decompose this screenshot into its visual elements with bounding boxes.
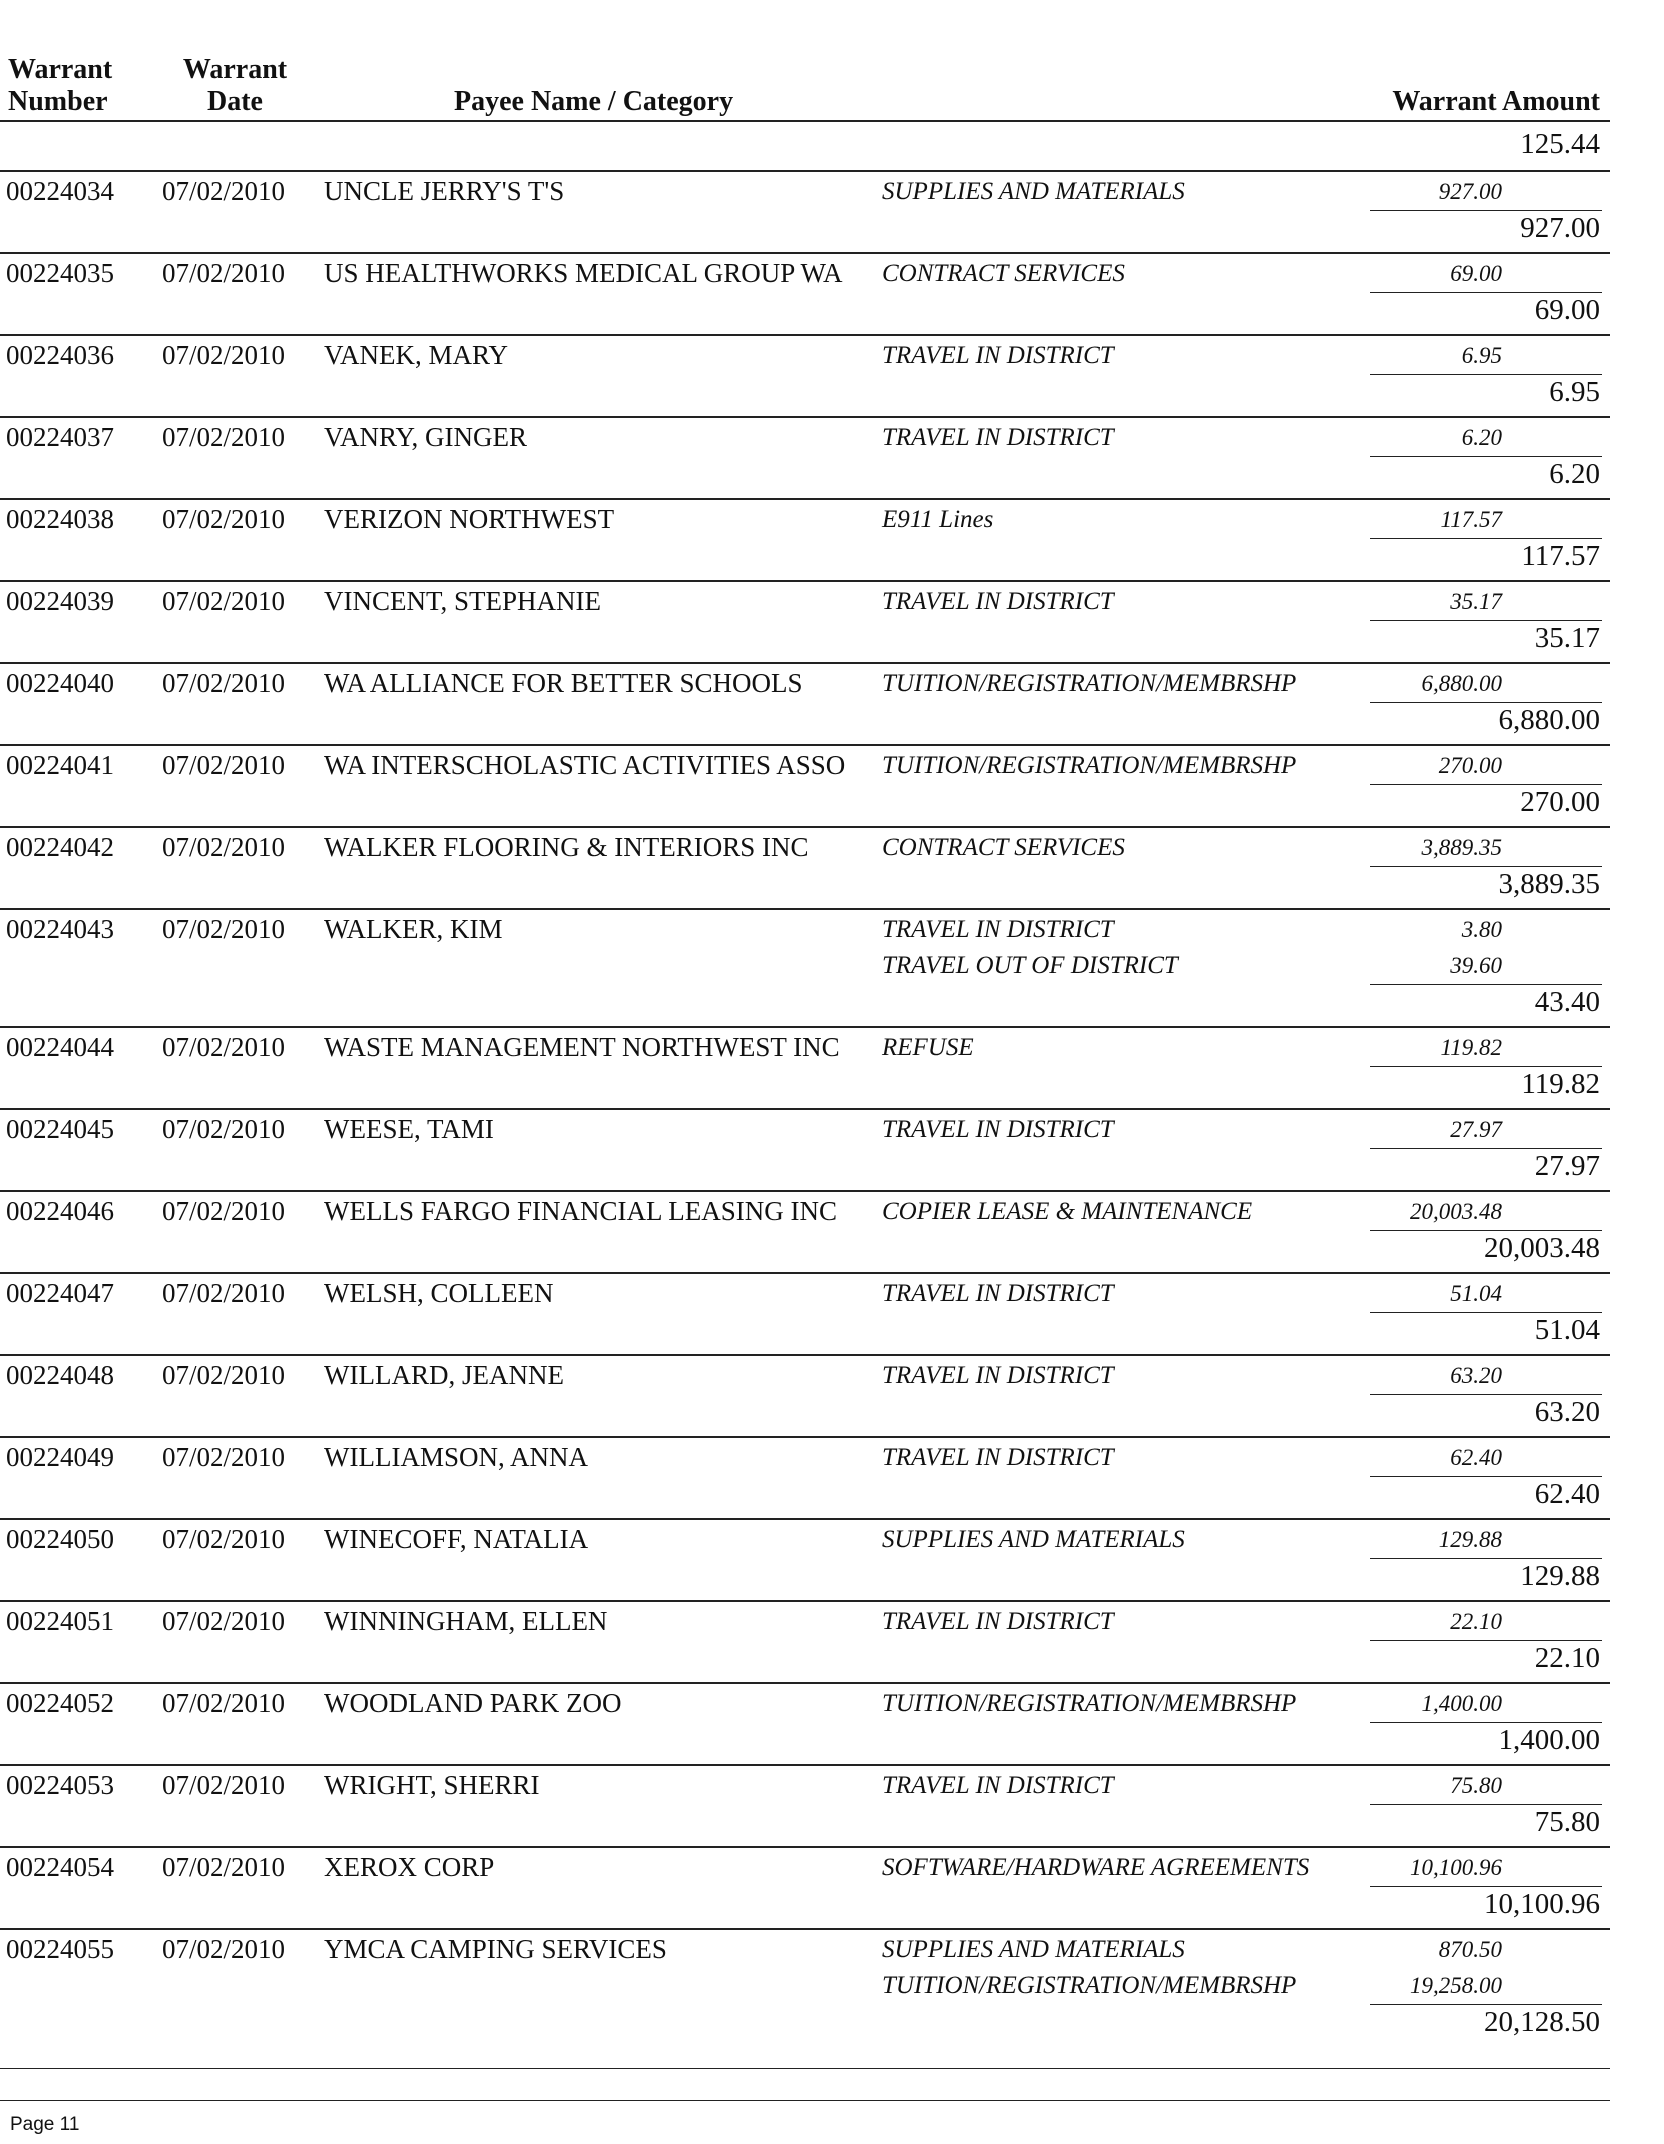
warrant-total: 1,400.00	[1498, 1724, 1600, 1756]
header-warrant-number: Warrant Number	[8, 54, 113, 117]
end-rule	[0, 2068, 1610, 2069]
line-amount: 19,258.00	[1410, 1973, 1502, 1998]
line-amount: 6,880.00	[1421, 671, 1502, 696]
row-rule	[0, 1108, 1610, 1110]
payee-name: VANRY, GINGER	[324, 422, 528, 452]
warrant-number: 00224034	[6, 176, 114, 206]
warrant-total: 129.88	[1520, 1560, 1600, 1592]
warrant-total: 27.97	[1534, 1150, 1600, 1182]
payee-name: WASTE MANAGEMENT NORTHWEST INC	[324, 1032, 840, 1062]
payee-name: WALKER FLOORING & INTERIORS INC	[324, 832, 809, 862]
subtotal-rule	[1370, 1066, 1602, 1067]
warrant-date: 07/02/2010	[162, 1278, 286, 1308]
warrant-total: 63.20	[1534, 1396, 1600, 1428]
row-rule	[0, 826, 1610, 828]
subtotal-rule	[1370, 702, 1602, 703]
line-amount: 3,889.35	[1421, 835, 1502, 860]
warrant-date: 07/02/2010	[162, 750, 286, 780]
line-amount: 39.60	[1450, 953, 1502, 978]
warrant-date: 07/02/2010	[162, 1934, 286, 1964]
warrant-number: 00224035	[6, 258, 114, 288]
category: E911 Lines	[882, 506, 994, 533]
warrant-date: 07/02/2010	[162, 668, 286, 698]
line-amount: 6.95	[1461, 343, 1502, 368]
line-amount: 870.50	[1438, 1937, 1502, 1962]
category: REFUSE	[882, 1034, 974, 1061]
row-rule	[0, 744, 1610, 746]
line-amount: 117.57	[1440, 507, 1502, 532]
warrant-number: 00224052	[6, 1688, 114, 1718]
warrant-total: 62.40	[1534, 1478, 1600, 1510]
warrant-date: 07/02/2010	[162, 914, 286, 944]
category: TUITION/REGISTRATION/MEMBRSHP	[882, 1690, 1297, 1717]
header-rule	[0, 120, 1610, 122]
row-rule	[0, 498, 1610, 500]
warrant-number: 00224048	[6, 1360, 114, 1390]
subtotal-rule	[1370, 538, 1602, 539]
page-number: 11	[59, 2114, 80, 2135]
subtotal-rule	[1370, 784, 1602, 785]
line-amount: 3.80	[1461, 917, 1502, 942]
category: TUITION/REGISTRATION/MEMBRSHP	[882, 670, 1297, 697]
line-amount: 270.00	[1438, 753, 1502, 778]
subtotal-rule	[1370, 866, 1602, 867]
subtotal-rule	[1370, 1640, 1602, 1641]
category: TRAVEL OUT OF DISTRICT	[882, 952, 1178, 979]
payee-name: WA INTERSCHOLASTIC ACTIVITIES ASSO	[324, 750, 846, 780]
line-amount: 51.04	[1450, 1281, 1502, 1306]
row-rule	[0, 334, 1610, 336]
subtotal-rule	[1370, 620, 1602, 621]
line-amount: 62.40	[1450, 1445, 1502, 1470]
line-amount: 1,400.00	[1421, 1691, 1502, 1716]
warrant-total: 35.17	[1534, 622, 1600, 654]
subtotal-rule	[1370, 1804, 1602, 1805]
warrant-number: 00224036	[6, 340, 114, 370]
line-amount: 10,100.96	[1410, 1855, 1502, 1880]
payee-name: WINNINGHAM, ELLEN	[324, 1606, 608, 1636]
subtotal-rule	[1370, 1230, 1602, 1231]
line-amount: 22.10	[1450, 1609, 1502, 1634]
category: TRAVEL IN DISTRICT	[882, 1608, 1114, 1635]
warrant-total: 51.04	[1534, 1314, 1600, 1346]
line-amount: 75.80	[1450, 1773, 1502, 1798]
warrant-number: 00224045	[6, 1114, 114, 1144]
row-rule	[0, 1026, 1610, 1028]
line-amount: 119.82	[1440, 1035, 1502, 1060]
warrant-date: 07/02/2010	[162, 586, 286, 616]
payee-name: WA ALLIANCE FOR BETTER SCHOOLS	[324, 668, 803, 698]
header-warrant-date: Warrant Date	[182, 54, 288, 117]
category: TRAVEL IN DISTRICT	[882, 342, 1114, 369]
warrant-date: 07/02/2010	[162, 1032, 286, 1062]
category: SOFTWARE/HARDWARE AGREEMENTS	[882, 1854, 1310, 1881]
subtotal-rule	[1370, 292, 1602, 293]
row-rule	[0, 908, 1610, 910]
category: SUPPLIES AND MATERIALS	[882, 1936, 1185, 1963]
category: TRAVEL IN DISTRICT	[882, 1444, 1114, 1471]
subtotal-rule	[1370, 456, 1602, 457]
subtotal-rule	[1370, 1722, 1602, 1723]
warrant-number: 00224053	[6, 1770, 114, 1800]
warrant-date: 07/02/2010	[162, 176, 286, 206]
subtotal-rule	[1370, 1148, 1602, 1149]
warrant-number: 00224042	[6, 832, 114, 862]
category: TRAVEL IN DISTRICT	[882, 1280, 1114, 1307]
warrant-date: 07/02/2010	[162, 340, 286, 370]
warrant-total: 6,880.00	[1498, 704, 1600, 736]
subtotal-rule	[1370, 2004, 1602, 2005]
warrant-number: 00224043	[6, 914, 114, 944]
page-footer	[10, 2114, 79, 2136]
payee-name: VINCENT, STEPHANIE	[324, 586, 601, 616]
row-rule	[0, 1682, 1610, 1684]
warrant-total: 20,003.48	[1484, 1232, 1600, 1264]
category: TRAVEL IN DISTRICT	[882, 1362, 1114, 1389]
payee-name: UNCLE JERRY'S T'S	[324, 176, 565, 206]
subtotal-rule	[1370, 1558, 1602, 1559]
warrant-number: 00224055	[6, 1934, 114, 1964]
end-rule-2	[0, 2100, 1610, 2101]
row-rule	[0, 1764, 1610, 1766]
warrant-number: 00224049	[6, 1442, 114, 1472]
category: TRAVEL IN DISTRICT	[882, 1116, 1114, 1143]
warrant-date: 07/02/2010	[162, 1524, 286, 1554]
payee-name: YMCA CAMPING SERVICES	[324, 1934, 667, 1964]
warrant-date: 07/02/2010	[162, 1606, 286, 1636]
row-rule	[0, 1600, 1610, 1602]
warrant-total: 270.00	[1520, 786, 1600, 818]
subtotal-rule	[1370, 1312, 1602, 1313]
category: SUPPLIES AND MATERIALS	[882, 1526, 1185, 1553]
warrant-number: 00224040	[6, 668, 114, 698]
payee-name: US HEALTHWORKS MEDICAL GROUP WA	[324, 258, 843, 288]
category: TRAVEL IN DISTRICT	[882, 424, 1114, 451]
warrant-number: 00224054	[6, 1852, 114, 1882]
row-rule	[0, 1518, 1610, 1520]
subtotal-rule	[1370, 1886, 1602, 1887]
warrant-number: 00224037	[6, 422, 114, 452]
warrant-date: 07/02/2010	[162, 1360, 286, 1390]
warrant-number: 00224047	[6, 1278, 114, 1308]
warrant-number: 00224038	[6, 504, 114, 534]
warrant-number: 00224050	[6, 1524, 114, 1554]
category: TUITION/REGISTRATION/MEMBRSHP	[882, 1972, 1297, 1999]
payee-name: WINECOFF, NATALIA	[324, 1524, 589, 1554]
warrant-date: 07/02/2010	[162, 1196, 286, 1226]
warrant-number: 00224041	[6, 750, 114, 780]
category: CONTRACT SERVICES	[882, 834, 1125, 861]
category: TRAVEL IN DISTRICT	[882, 1772, 1114, 1799]
subtotal-rule	[1370, 374, 1602, 375]
warrant-number: 00224044	[6, 1032, 114, 1062]
subtotal-rule	[1370, 210, 1602, 211]
row-rule	[0, 662, 1610, 664]
warrant-number: 00224051	[6, 1606, 114, 1636]
line-amount: 63.20	[1450, 1363, 1502, 1388]
warrant-total: 22.10	[1534, 1642, 1600, 1674]
payee-name: VANEK, MARY	[324, 340, 509, 370]
category: SUPPLIES AND MATERIALS	[882, 178, 1185, 205]
category: COPIER LEASE & MAINTENANCE	[882, 1198, 1253, 1225]
line-amount: 129.88	[1438, 1527, 1502, 1552]
payee-name: WALKER, KIM	[324, 914, 503, 944]
payee-name: WEESE, TAMI	[324, 1114, 494, 1144]
warrant-total: 119.82	[1521, 1068, 1600, 1100]
warrant-total: 43.40	[1534, 986, 1600, 1018]
carried-total: 125.44	[1520, 128, 1600, 160]
warrant-total: 20,128.50	[1484, 2006, 1600, 2038]
category: TRAVEL IN DISTRICT	[882, 588, 1114, 615]
row-rule	[0, 1436, 1610, 1438]
category: TUITION/REGISTRATION/MEMBRSHP	[882, 752, 1297, 779]
row-rule	[0, 1354, 1610, 1356]
line-amount: 20,003.48	[1410, 1199, 1502, 1224]
row-rule	[0, 1272, 1610, 1274]
warrant-date: 07/02/2010	[162, 832, 286, 862]
payee-name: XEROX CORP	[324, 1852, 495, 1882]
warrant-total: 10,100.96	[1484, 1888, 1600, 1920]
line-amount: 69.00	[1450, 261, 1502, 286]
warrant-total: 6.20	[1549, 458, 1600, 490]
warrant-total: 117.57	[1521, 540, 1600, 572]
payee-name: VERIZON NORTHWEST	[324, 504, 615, 534]
warrant-number: 00224046	[6, 1196, 114, 1226]
line-amount: 6.20	[1461, 425, 1502, 450]
row-rule	[0, 1928, 1610, 1930]
warrant-total: 3,889.35	[1498, 868, 1600, 900]
warrant-date: 07/02/2010	[162, 1852, 286, 1882]
warrant-date: 07/02/2010	[162, 422, 286, 452]
subtotal-rule	[1370, 1476, 1602, 1477]
payee-name: WELLS FARGO FINANCIAL LEASING INC	[324, 1196, 837, 1226]
page-label: Page	[10, 2114, 55, 2135]
row-rule	[0, 170, 1610, 172]
row-rule	[0, 252, 1610, 254]
warrant-date: 07/02/2010	[162, 504, 286, 534]
subtotal-rule	[1370, 1394, 1602, 1395]
payee-name: WILLARD, JEANNE	[324, 1360, 564, 1390]
line-amount: 35.17	[1450, 589, 1502, 614]
warrant-total: 69.00	[1534, 294, 1600, 326]
row-rule	[0, 580, 1610, 582]
warrant-date: 07/02/2010	[162, 1688, 286, 1718]
warrant-date: 07/02/2010	[162, 1442, 286, 1472]
warrant-total: 6.95	[1549, 376, 1600, 408]
payee-name: WOODLAND PARK ZOO	[324, 1688, 622, 1718]
row-rule	[0, 416, 1610, 418]
row-rule	[0, 1846, 1610, 1848]
warrant-date: 07/02/2010	[162, 1770, 286, 1800]
payee-name: WRIGHT, SHERRI	[324, 1770, 540, 1800]
payee-name: WELSH, COLLEEN	[324, 1278, 554, 1308]
line-amount: 927.00	[1438, 179, 1502, 204]
warrant-total: 927.00	[1520, 212, 1600, 244]
warrant-date: 07/02/2010	[162, 258, 286, 288]
header-amount: Warrant Amount	[1392, 86, 1600, 117]
header-payee: Payee Name / Category	[454, 86, 734, 117]
line-amount: 27.97	[1450, 1117, 1502, 1142]
payee-name: WILLIAMSON, ANNA	[324, 1442, 588, 1472]
warrant-date: 07/02/2010	[162, 1114, 286, 1144]
warrant-number: 00224039	[6, 586, 114, 616]
category: CONTRACT SERVICES	[882, 260, 1125, 287]
subtotal-rule	[1370, 984, 1602, 985]
row-rule	[0, 1190, 1610, 1192]
warrant-total: 75.80	[1534, 1806, 1600, 1838]
category: TRAVEL IN DISTRICT	[882, 916, 1114, 943]
